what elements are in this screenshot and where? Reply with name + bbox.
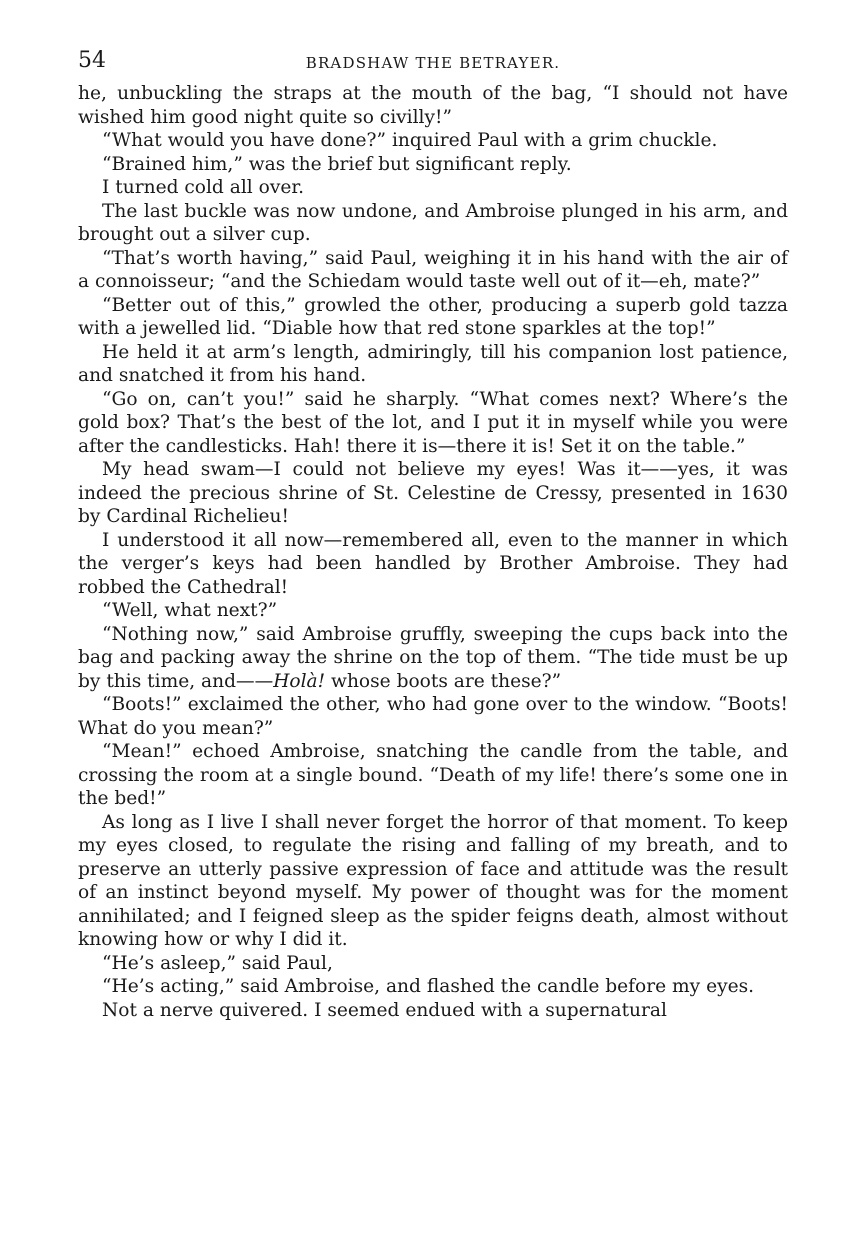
paragraph: I turned cold all over. <box>102 177 305 198</box>
paragraph <box>78 623 788 694</box>
paragraph: Not a nerve quivered. I seemed endued with a supernatural <box>102 999 667 1021</box>
book-page <box>78 48 788 1022</box>
paragraph: he, unbuckling the straps at the mouth of the bag, “I should not have wished him good night quite so civilly!” <box>78 83 788 128</box>
body-text <box>78 82 788 1022</box>
italic-exclamation: Holà! <box>273 670 326 692</box>
page-header <box>78 48 788 82</box>
paragraph: I understood it all now—remembered all, even to the manner in which the verger’s keys had been handled by Brother Ambroise. They had robbed the Cathedral! <box>78 529 788 598</box>
paragraph-text: “Nothing now,” said Ambroise gruffly, sweeping the cups back into the bag and packing away the shrine on the top of them. “The tide must be up by this time, and—— <box>78 623 788 692</box>
paragraph: The last buckle was now undone, and Ambroise plunged in his arm, and brought out a silver cup. <box>78 200 788 245</box>
paragraph: “That’s worth having,” said Paul, weighing it in his hand with the air of a connoisseur; “and the Schiedam would taste well out of it—eh, mate?” <box>78 247 788 292</box>
page-number: 54 <box>78 48 106 73</box>
paragraph: “What would you have done?” inquired Paul with a grim chuckle. <box>102 130 718 151</box>
paragraph: “He’s asleep,” said Paul, <box>102 952 333 974</box>
paragraph: “He’s acting,” said Ambroise, and flashed the candle before my eyes. <box>102 976 755 997</box>
paragraph: “Boots!” exclaimed the other, who had gone over to the window. “Boots! What do you mean?” <box>78 694 788 739</box>
paragraph: “Brained him,” was the brief but significant reply. <box>102 153 572 175</box>
paragraph: My head swam—I could not believe my eyes! Was it——yes, it was indeed the precious shrine of St. Celestine de Cressy, presented in 1630 by Cardinal Richelieu! <box>78 459 788 527</box>
paragraph: “Go on, can’t you!” said he sharply. “What comes next? Where’s the gold box? That’s the best of the lot, and I put it in myself while you were after the candlesticks. Hah! there it is—there it is! Set it on the table.” <box>78 388 788 457</box>
paragraph: “Mean!” echoed Ambroise, snatching the candle from the table, and crossing the room at a single bound. “Death of my life! there’s some one in the bed!” <box>78 741 788 809</box>
paragraph: As long as I live I shall never forget the horror of that moment. To keep my eyes closed, to regulate the rising and falling of my breath, and to preserve an utterly passive expression of face and attitude was the result of an instinct beyond myself. My power of thought was for the moment annihilated; and I feigned sleep as the spider feigns death, almost without knowing how or why I did it. <box>78 811 788 950</box>
running-title: BRADSHAW THE BETRAYER. <box>305 54 561 72</box>
paragraph-text: whose boots are these?” <box>325 670 562 692</box>
paragraph: “Well, what next?” <box>102 600 278 621</box>
paragraph: “Better out of this,” growled the other, producing a superb gold tazza with a jewelled lid. “Diable how that red stone sparkles at the top!” <box>78 294 788 339</box>
paragraph: He held it at arm’s length, admiringly, till his companion lost patience, and snatched it from his hand. <box>78 341 788 386</box>
